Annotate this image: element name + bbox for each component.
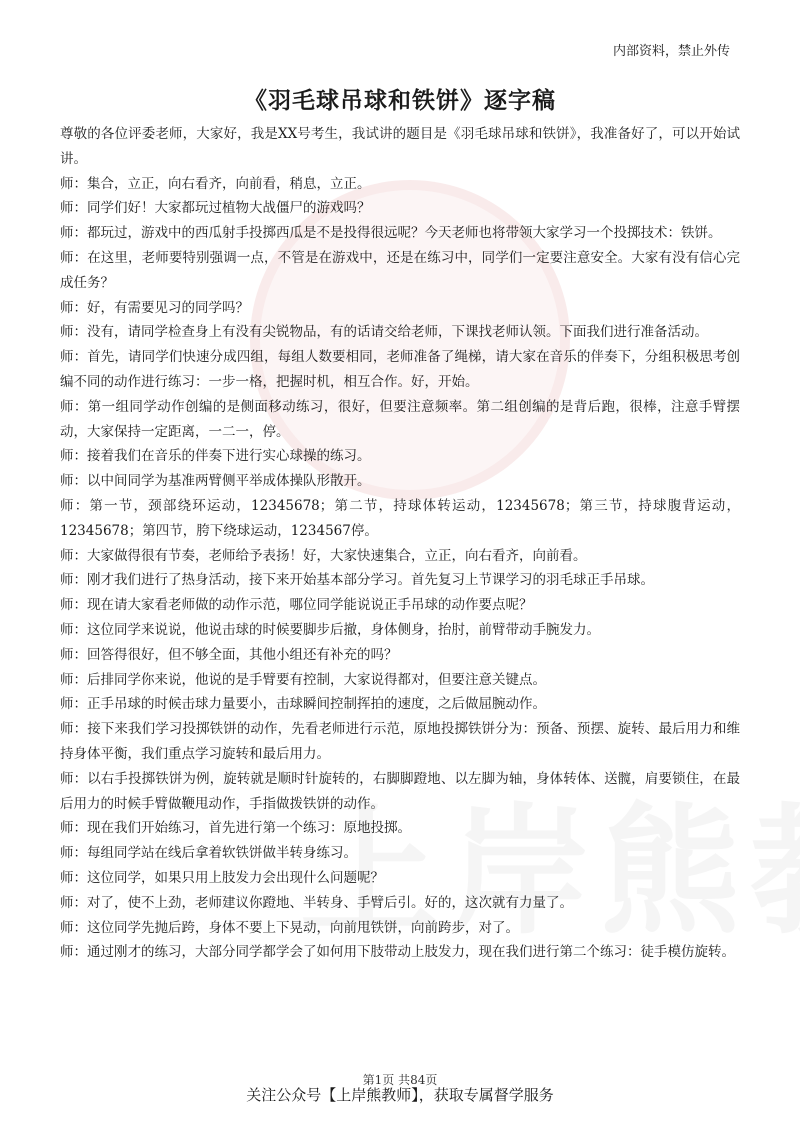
paragraph: 师：大家做得很有节奏，老师给予表扬！好，大家快速集合，立正，向右看齐，向前看。 <box>60 547 587 564</box>
paragraph: 师：刚才我们进行了热身活动，接下来开始基本部分学习。首先复习上节课学习的羽毛球正手吊球。 <box>60 572 654 589</box>
paragraph: 师：这位同学来说说，他说击球的时候要脚步后撤，身体侧身，抬肘，前臂带动手腕发力。 <box>60 621 600 638</box>
paragraph: 师：后排同学你来说，他说的是手臂要有控制，大家说得都对，但要注意关键点。 <box>60 671 546 688</box>
paragraph: 师：第一节，颈部绕环运动，12345678；第二节，持球体转运动，12345678；第三节，持球腹背运动，12345678；第四节，胯下绕球运动，1234567停。 <box>60 497 740 539</box>
paragraph: 尊敬的各位评委老师，大家好，我是XX号考生，我试讲的题目是《羽毛球吊球和铁饼》，我准备好了，可以开始试讲。 <box>60 126 740 167</box>
page-number: 第1页 共84页 <box>362 1073 438 1087</box>
paragraph: 师：这位同学，如果只用上肢发力会出现什么问题呢？ <box>60 869 384 886</box>
paragraph: 师：现在我们开始练习，首先进行第一个练习：原地投掷。 <box>60 820 411 837</box>
paragraph: 师：对了，使不上劲，老师建议你蹬地、半转身、手臂后引。好的，这次就有力量了。 <box>60 894 573 911</box>
paragraph: 师：首先，请同学们快速分成四组，每组人数要相同，老师准备了绳梯，请大家在音乐的伴奏下，分组积极思考创编不同的动作进行练习：一步一格，把握时机，相互合作。好，开始。 <box>60 349 740 390</box>
paragraph: 师：以右手投掷铁饼为例，旋转就是顺时针旋转的，右脚脚蹬地、以左脚为轴，身体转体、送髋，肩要锁住，在最后用力的时候手臂做鞭甩动作，手指做拨铁饼的动作。 <box>60 770 740 812</box>
paragraph: 师：在这里，老师要特别强调一点，不管是在游戏中，还是在练习中，同学们一定要注意安全。大家有没有信心完成任务？ <box>60 249 740 291</box>
paragraph: 师：没有，请同学检查身上有没有尖锐物品，有的话请交给老师，下课找老师认领。下面我们进行准备活动。 <box>60 324 708 341</box>
paragraph: 师：接下来我们学习投掷铁饼的动作，先看老师进行示范，原地投掷铁饼分为：预备、预摆、旋转、最后用力和维持身体平衡，我们重点学习旋转和最后用力。 <box>60 721 740 762</box>
paragraph: 师：好，有需要见习的同学吗？ <box>60 299 249 316</box>
confidential-notice: 内部资料，禁止外传 <box>612 44 730 59</box>
page-title: 《羽毛球吊球和铁饼》逐字稿 <box>244 87 556 114</box>
document-body <box>60 122 740 965</box>
paragraph: 师：同学们好！大家都玩过植物大战僵尸的游戏吗？ <box>60 200 371 217</box>
paragraph: 师：以中间同学为基准两臂侧平举成体操队形散开。 <box>60 473 371 490</box>
paragraph: 师：通过刚才的练习，大部分同学都学会了如何用下肢带动上肢发力，现在我们进行第二个练习：徒手模仿旋转。 <box>60 944 735 961</box>
paragraph: 师：接着我们在音乐的伴奏下进行实心球操的练习。 <box>60 448 371 465</box>
paragraph: 师：每组同学站在线后拿着软铁饼做半转身练习。 <box>60 845 357 862</box>
paragraph: 师：现在请大家看老师做的动作示范，哪位同学能说说正手吊球的动作要点呢？ <box>60 597 533 614</box>
footer-promo: 关注公众号【上岸熊教师】，获取专属督学服务 <box>246 1086 554 1104</box>
paragraph: 师：正手吊球的时候击球力量要小，击球瞬间控制挥拍的速度，之后做屈腕动作。 <box>60 696 546 713</box>
paragraph: 师：回答得很好，但不够全面，其他小组还有补充的吗？ <box>60 646 398 663</box>
paragraph: 师：集合，立正，向右看齐，向前看，稍息，立正。 <box>60 175 371 192</box>
paragraph: 师：都玩过，游戏中的西瓜射手投掷西瓜是不是投得很远呢？今天老师也将带领大家学习一个投掷技术：铁饼。 <box>60 225 722 242</box>
paragraph: 师：这位同学先抛后跨，身体不要上下晃动，向前甩铁饼，向前跨步，对了。 <box>60 919 519 936</box>
paragraph: 师：第一组同学动作创编的是侧面移动练习，很好，但要注意频率。第二组创编的是背后跑，很棒，注意手臂摆动，大家保持一定距离，一二一，停。 <box>60 398 740 440</box>
